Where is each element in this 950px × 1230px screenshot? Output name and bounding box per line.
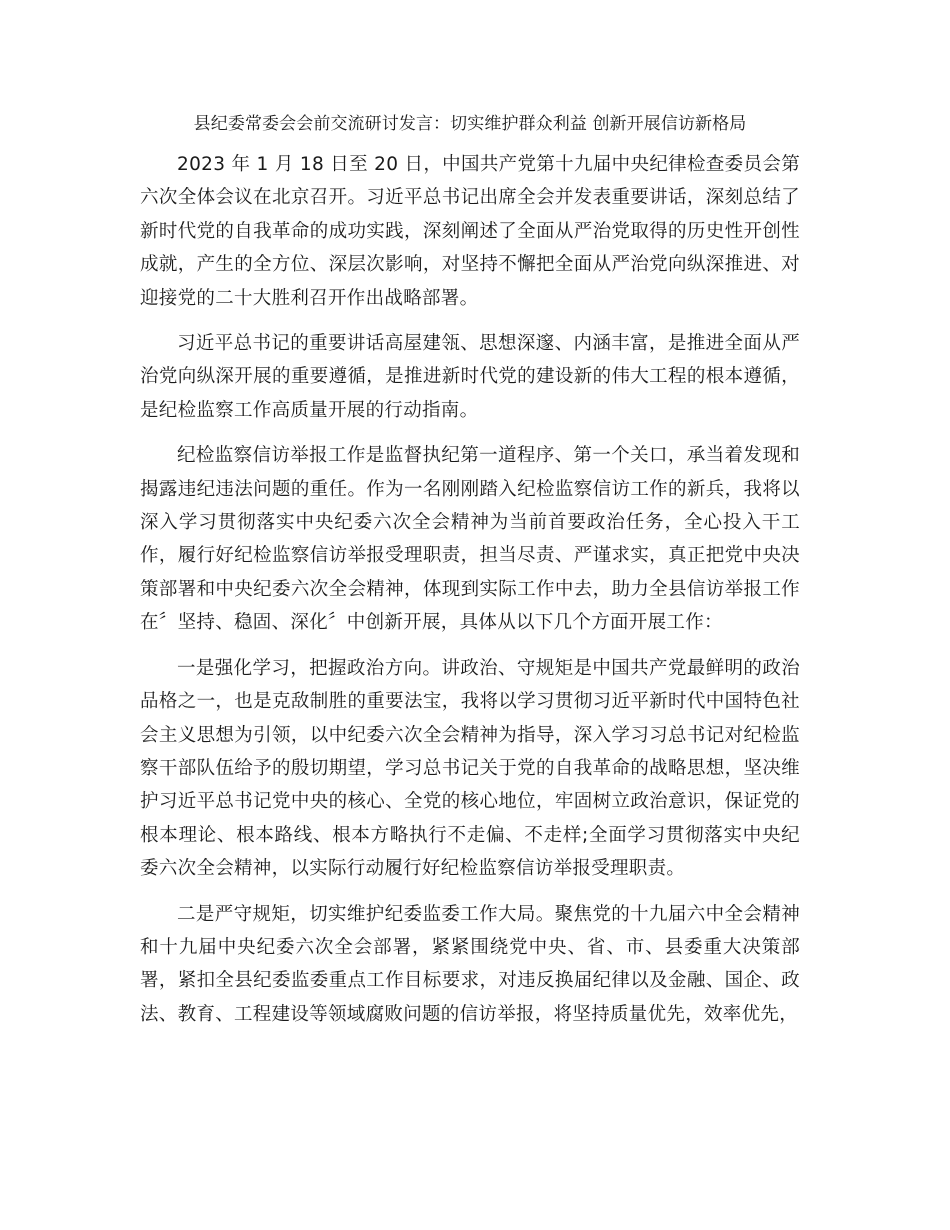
- document-title: 县纪委常委会会前交流研讨发言：切实维护群众利益 创新开展信访新格局: [193, 114, 747, 134]
- paragraph-speech-significance: 习近平总书记的重要讲话高屋建瓴、思想深邃、内涵丰富，是推进全面从严治党向纵深开展的重要遵循，是推进新时代党的建设新的伟大工程的根本遵循，是纪检监察工作高质量开展的行动指南。: [140, 333, 800, 421]
- paragraph-petition-work: 纪检监察信访举报工作是监督执纪第一道程序、第一个关口，承当着发现和揭露违纪违法问题的重任。作为一名刚刚踏入纪检监察信访工作的新兵，我将以深入学习贯彻落实中央纪委六次全会精神为当前首要政治任务，全心投入干工作，履行好纪检监察信访举报受理职责，担当尽责、严谨求实，真正把党中央决策部署和中央纪委六次全会精神，体现到实际工作中去，助力全县信访举报工作在〞坚持、稳固、深化〞中创新开展，具体从以下几个方面开展工作：: [140, 445, 800, 634]
- paragraph-point-two: 二是严守规矩，切实维护纪委监委工作大局。聚焦党的十九届六中全会精神和十九届中央纪委六次全会部署，紧紧围绕党中央、省、市、县委重大决策部署，紧扣全县纪委监委重点工作目标要求，对违反换届纪律以及金融、国企、政法、教育、工程建设等领域腐败问题的信访举报，将坚持质量优先，效率优先，: [140, 903, 800, 1025]
- document-body: [140, 106, 800, 1043]
- paragraph-meeting-intro: 2023 年 1 月 18 日至 20 日，中国共产党第十九届中央纪律检查委员会第六次全体会议在北京召开。习近平总书记出席全会并发表重要讲话，深刻总结了新时代党的自我革命的成功实践，深刻阐述了全面从严治党取得的历史性开创性成就，产生的全方位、深层次影响，对坚持不懈把全面从严治党向纵深推进、对迎接党的二十大胜利召开作出战略部署。: [140, 154, 800, 309]
- paragraph-point-one: 一是强化学习，把握政治方向。讲政治、守规矩是中国共产党最鲜明的政治品格之一，也是克敌制胜的重要法宝，我将以学习贯彻习近平新时代中国特色社会主义思想为引领，以中纪委六次全会精神为指导，深入学习习总书记对纪检监察干部队伍给予的殷切期望，学习总书记关于党的自我革命的战略思想，坚决维护习近平总书记党中央的核心、全党的核心地位，牢固树立政治意识，保证党的根本理论、根本路线、根本方略执行不走偏、不走样;全面学习贯彻落实中央纪委六次全会精神，以实际行动履行好纪检监察信访举报受理职责。: [140, 657, 800, 880]
